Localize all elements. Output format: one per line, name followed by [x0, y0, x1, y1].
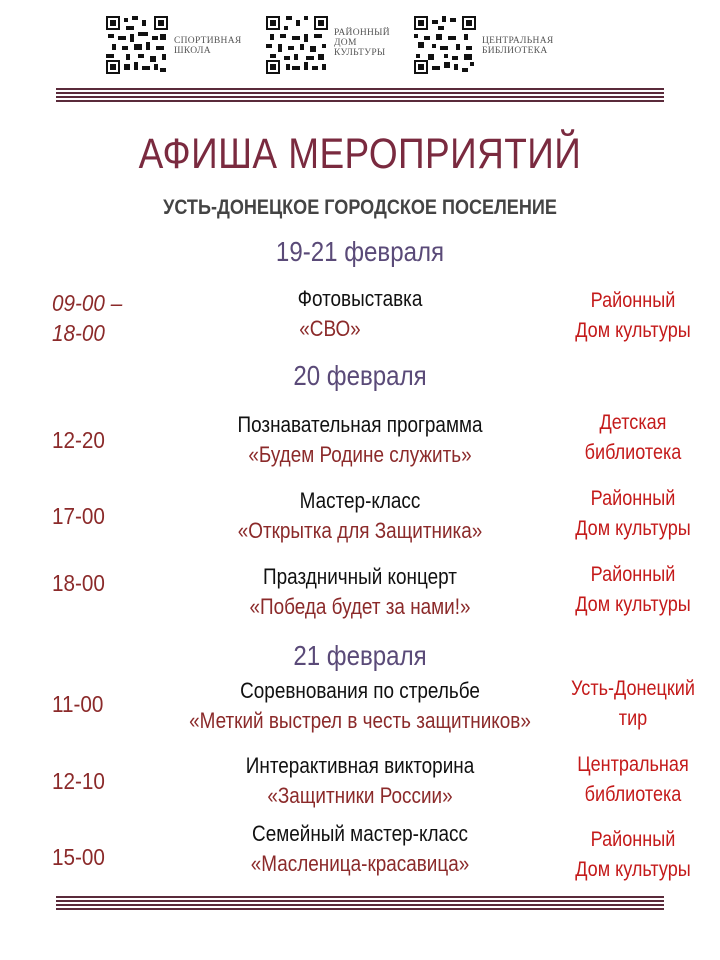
event-subtitle: «Будем Родине служить» — [248, 442, 472, 467]
event-name: Фотовыставка — [297, 286, 423, 311]
event-description — [150, 410, 570, 470]
date-heading: 19-21 февраля — [275, 236, 445, 267]
event-name: Соревнования по стрельбе — [240, 678, 480, 703]
event-name: Праздничный концерт — [263, 564, 457, 589]
venue-line: Районный — [590, 289, 676, 312]
qr-label-line: РАЙОННЫЙ — [334, 28, 390, 38]
event-subtitle: «Защитники России» — [267, 783, 453, 808]
event-venue — [562, 560, 705, 620]
event-time — [52, 689, 103, 719]
event-time — [52, 842, 105, 872]
qr-label-line: КУЛЬТУРЫ — [334, 48, 386, 58]
event-name: Семейный мастер-класс — [252, 821, 468, 846]
event-venue — [562, 484, 705, 544]
qr-block-central-library — [414, 16, 554, 74]
event-venue — [562, 408, 705, 468]
event-time — [52, 288, 122, 348]
poster-title: АФИША МЕРОПРИЯТИЙ — [138, 130, 582, 178]
event-name: Мастер-класс — [299, 488, 421, 513]
event-time-line: 18-00 — [52, 570, 105, 596]
date-heading: 21 февраля — [293, 640, 427, 671]
qr-block-sport-school — [106, 16, 242, 74]
venue-line: Районный — [590, 487, 676, 510]
event-subtitle: «Открытка для Защитника» — [237, 518, 483, 543]
event-time-line: 12-10 — [52, 768, 105, 794]
event-venue — [562, 825, 705, 885]
qr-label-line: БИБЛИОТЕКА — [482, 46, 548, 56]
event-name: Познавательная программа — [237, 412, 483, 437]
qr-label-line: СПОРТИВНАЯ — [174, 36, 242, 46]
venue-line: Районный — [590, 563, 676, 586]
poster-subtitle: УСТЬ-ДОНЕЦКОЕ ГОРОДСКОЕ ПОСЕЛЕНИЕ — [163, 196, 557, 219]
venue-line: Усть-Донецкий — [571, 677, 695, 700]
event-description — [150, 562, 570, 622]
event-description — [150, 284, 570, 344]
event-time-line: 12-20 — [52, 427, 105, 453]
qr-label-line: ШКОЛА — [174, 46, 211, 56]
event-description — [150, 486, 570, 546]
venue-line: Дом культуры — [575, 319, 691, 342]
event-subtitle: «Меткий выстрел в честь защитников» — [189, 708, 531, 733]
decorative-rule-bottom — [56, 896, 664, 912]
qr-block-culture-house — [266, 16, 390, 74]
event-time-line: 11-00 — [52, 691, 104, 717]
qr-label-line: ЦЕНТРАЛЬНАЯ — [482, 36, 554, 46]
venue-line: тир — [618, 707, 648, 730]
venue-line: Детская — [599, 411, 667, 434]
event-description — [150, 819, 570, 879]
event-time-line: 15-00 — [52, 844, 105, 870]
venue-line: Районный — [590, 828, 676, 851]
decorative-rule-top — [56, 88, 664, 104]
date-heading: 20 февраля — [293, 360, 427, 391]
qr-label-line: ДОМ — [334, 38, 357, 48]
event-subtitle: «СВО» — [299, 316, 361, 341]
venue-line: библиотека — [584, 441, 682, 464]
event-time-line: 17-00 — [52, 503, 105, 529]
venue-line: Центральная — [577, 753, 689, 776]
venue-line: библиотека — [584, 783, 682, 806]
event-name: Интерактивная викторина — [245, 753, 475, 778]
venue-line: Дом культуры — [575, 517, 691, 540]
event-subtitle: «Масленица-красавица» — [250, 851, 470, 876]
event-subtitle: «Победа будет за нами!» — [249, 594, 471, 619]
qr-code-icon — [414, 16, 476, 74]
event-description — [150, 751, 570, 811]
venue-line: Дом культуры — [575, 593, 691, 616]
event-venue — [562, 674, 705, 734]
event-time-line: 18-00 — [52, 320, 105, 346]
event-time-line: 09-00 – — [52, 290, 123, 316]
qr-code-icon — [106, 16, 168, 74]
venue-line: Дом культуры — [575, 858, 691, 881]
qr-code-icon — [266, 16, 328, 74]
event-time — [52, 568, 105, 598]
event-time — [52, 766, 105, 796]
event-time — [52, 425, 105, 455]
event-venue — [562, 286, 705, 346]
event-description — [150, 676, 570, 736]
event-time — [52, 501, 105, 531]
event-venue — [562, 750, 705, 810]
